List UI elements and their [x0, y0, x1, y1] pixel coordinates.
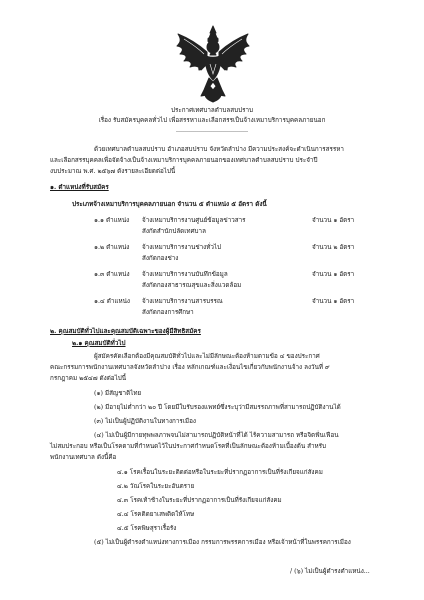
disease-item: ๔.๔ โรคติดยาเสพติดให้โทษ [117, 511, 195, 518]
qualification-item-4-line: พนักงานเทศบาล ดังนี้คือ [50, 454, 117, 461]
qualification-item: (๓) ไม่เป็นผู้ปฏิบัติงานในทางการเมือง [94, 418, 196, 425]
position-no: ๑.๔ ตำแหน่ง [94, 298, 130, 305]
continuation-note: / (๖) ไม่เป็นผู้ดำรงตำแหน่ง... [290, 568, 370, 575]
position-name: จ้างเหมาบริการงานสารบรรณ [142, 298, 223, 305]
position-unit: สังกัดกองช่าง [142, 255, 179, 262]
intro-line: ด้วยเทศบาลตำบลสบปราบ อำเภอสบปราบ จังหวัดลำปาง มีความประสงค์จะดำเนินการสรรหา [94, 146, 344, 153]
position-no: ๑.๒ ตำแหน่ง [94, 244, 130, 251]
position-amount: จำนวน ๑ อัตรา [312, 271, 355, 278]
position-unit: สังกัดสำนักปลัดเทศบาล [142, 228, 206, 235]
position-amount: จำนวน ๑ อัตรา [312, 298, 355, 305]
section-1-heading: ๑. ตำแหน่งที่รับสมัคร [50, 184, 109, 191]
section-2-text-line: กรกฎาคม ๒๕๔๗ ดังต่อไปนี้ [50, 375, 127, 382]
position-no: ๑.๓ ตำแหน่ง [94, 271, 130, 278]
position-amount: จำนวน ๑ อัตรา [312, 217, 355, 224]
header-separator: .................................... [175, 127, 249, 134]
section-2-text-line: ผู้สมัครคัดเลือกต้องมีคุณสมบัติทั่วไปและไม่มีลักษณะต้องห้ามตามข้อ ๔ ของประกาศ [94, 353, 320, 360]
intro-line: และเลือกสรรบุคคลเพื่อจัดจ้างเป็นจ้างเหมาบริการบุคคลภายนอกของเทศบาลตำบลสบปราบ ประจำปี [50, 157, 318, 164]
position-amount: จำนวน ๒ อัตรา [312, 244, 355, 251]
garuda-emblem-icon [174, 24, 252, 104]
position-unit: สังกัดกองการศึกษา [142, 309, 194, 316]
position-unit: สังกัดกองสาธารณสุขและสิ่งแวดล้อม [142, 282, 242, 289]
document-title: ประกาศเทศบาลตำบลสบปราบ [170, 107, 254, 114]
section-1-subheading: ประเภทจ้างเหมาบริการบุคคลภายนอก จำนวน ๕ ตำแหน่ง ๕ อัตรา ดังนี้ [72, 201, 267, 208]
position-name: จ้างเหมาบริการงานช่างทั่วไป [142, 244, 222, 251]
document-subject: เรื่อง รับสมัครบุคคลทั่วไป เพื่อสรรหาและเลือกสรรเป็นจ้างเหมาบริการบุคคลภายนอก [98, 117, 326, 124]
disease-item: ๔.๕ โรคพิษสุราเรื้อรัง [117, 525, 177, 532]
section-2-heading: ๒. คุณสมบัติทั่วไปและคุณสมบัติเฉพาะของผู้มีสิทธิสมัคร [50, 328, 201, 335]
position-no: ๑.๑ ตำแหน่ง [94, 217, 130, 224]
qualification-item-5: (๕) ไม่เป็นผู้ดำรงตำแหน่งทางการเมือง กรรมการพรรคการเมือง หรือเจ้าหน้าที่ในพรรคการเมือง [94, 539, 351, 546]
position-name: จ้างเหมาบริการงานบันทึกข้อมูล [142, 271, 228, 278]
qualification-item: (๒) มีอายุไม่ต่ำกว่า ๒๐ ปี โดยมีใบรับรองแพทย์ซึ่งระบุว่ามีสมรรถภาพที่สามารถปฏิบัติงานได้ [94, 404, 341, 411]
qualification-item: (๑) มีสัญชาติไทย [94, 390, 142, 397]
qualification-item-4: (๔) ไม่เป็นผู้มีกายทุพพลภาพจนไม่สามารถปฏิบัติหน้าที่ได้ ไร้ความสามารถ หรือจิตฟั่นเฟือน [94, 432, 339, 439]
disease-item: ๔.๓ โรคเท้าช้างในระยะที่ปรากฏอาการเป็นที่รังเกียจแก่สังคม [117, 497, 282, 504]
intro-line: งบประมาณ พ.ศ. ๒๕๖๗ ดังรายละเอียดต่อไปนี้ [50, 168, 176, 175]
position-name: จ้างเหมาบริการงานศูนย์ข้อมูลข่าวสาร [142, 217, 246, 224]
section-2-text-line: คณะกรรมการพนักงานเทศบาลจังหวัดลำปาง เรื่อง หลักเกณฑ์และเงื่อนไขเกี่ยวกับพนักงานจ้าง ลงวันที่ ๙ [50, 364, 330, 371]
disease-item: ๔.๑ โรคเรื้อนในระยะติดต่อหรือในระยะที่ปรากฏอาการเป็นที่รังเกียจแก่สังคม [117, 469, 323, 476]
disease-item: ๔.๒ วัณโรคในระยะอันตราย [117, 483, 195, 490]
section-2-1-heading: ๒.๑ คุณสมบัติทั่วไป [72, 340, 126, 347]
qualification-item-4-line: ไม่สมประกอบ หรือเป็นโรคตามที่กำหนดไว้ในประกาศกำหนดโรคที่เป็นลักษณะต้องห้ามเบื้องต้น สำหรับ [50, 443, 327, 450]
